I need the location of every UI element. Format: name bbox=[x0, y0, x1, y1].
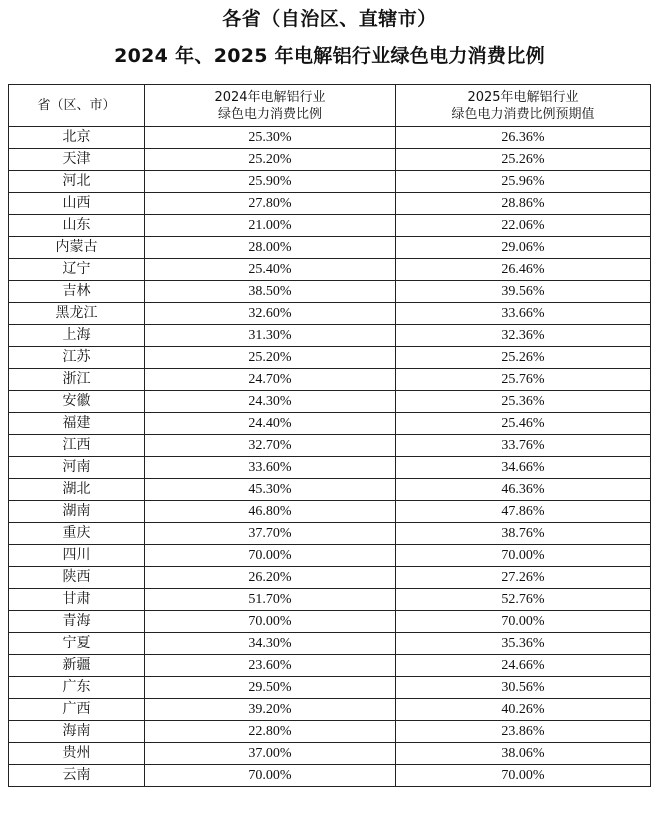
ratio-2025-cell: 28.86% bbox=[396, 193, 651, 215]
province-cell: 广东 bbox=[9, 677, 145, 699]
header-2025-line2: 绿色电力消费比例预期值 bbox=[451, 106, 595, 122]
table-row bbox=[9, 677, 651, 699]
ratio-2024-cell: 51.70% bbox=[145, 589, 396, 611]
province-cell: 江西 bbox=[9, 435, 145, 457]
province-cell: 青海 bbox=[9, 611, 145, 633]
province-cell: 新疆 bbox=[9, 655, 145, 677]
ratio-2025-cell: 24.66% bbox=[396, 655, 651, 677]
ratio-2025-cell: 25.26% bbox=[396, 149, 651, 171]
province-cell: 内蒙古 bbox=[9, 237, 145, 259]
table-row bbox=[9, 479, 651, 501]
table-row bbox=[9, 149, 651, 171]
ratio-2025-cell: 25.96% bbox=[396, 171, 651, 193]
ratio-2024-cell: 33.60% bbox=[145, 457, 396, 479]
ratio-2024-cell: 25.30% bbox=[145, 127, 396, 149]
table-header bbox=[9, 85, 651, 127]
province-cell: 安徽 bbox=[9, 391, 145, 413]
green-power-ratio-table bbox=[8, 84, 651, 787]
ratio-2025-cell: 38.06% bbox=[396, 743, 651, 765]
ratio-2024-cell: 24.40% bbox=[145, 413, 396, 435]
province-cell: 辽宁 bbox=[9, 259, 145, 281]
header-province bbox=[9, 85, 145, 127]
ratio-2024-cell: 28.00% bbox=[145, 237, 396, 259]
ratio-2025-cell: 52.76% bbox=[396, 589, 651, 611]
table-row bbox=[9, 193, 651, 215]
table-row bbox=[9, 589, 651, 611]
table-row bbox=[9, 655, 651, 677]
ratio-2025-cell: 70.00% bbox=[396, 545, 651, 567]
ratio-2024-cell: 39.20% bbox=[145, 699, 396, 721]
table-row bbox=[9, 501, 651, 523]
ratio-2024-cell: 21.00% bbox=[145, 215, 396, 237]
province-cell: 云南 bbox=[9, 765, 145, 787]
ratio-2025-cell: 30.56% bbox=[396, 677, 651, 699]
table-row bbox=[9, 567, 651, 589]
table-row bbox=[9, 127, 651, 149]
table-row bbox=[9, 545, 651, 567]
ratio-2024-cell: 70.00% bbox=[145, 611, 396, 633]
province-cell: 贵州 bbox=[9, 743, 145, 765]
table-row bbox=[9, 435, 651, 457]
table-row bbox=[9, 633, 651, 655]
ratio-2025-cell: 33.76% bbox=[396, 435, 651, 457]
table-row bbox=[9, 325, 651, 347]
ratio-2025-cell: 25.36% bbox=[396, 391, 651, 413]
ratio-2025-cell: 35.36% bbox=[396, 633, 651, 655]
ratio-2025-cell: 22.06% bbox=[396, 215, 651, 237]
province-cell: 四川 bbox=[9, 545, 145, 567]
province-cell: 湖南 bbox=[9, 501, 145, 523]
ratio-2024-cell: 34.30% bbox=[145, 633, 396, 655]
table-row bbox=[9, 765, 651, 787]
ratio-2024-cell: 32.60% bbox=[145, 303, 396, 325]
table-row bbox=[9, 347, 651, 369]
ratio-2024-cell: 24.70% bbox=[145, 369, 396, 391]
province-cell: 浙江 bbox=[9, 369, 145, 391]
province-cell: 河北 bbox=[9, 171, 145, 193]
province-cell: 天津 bbox=[9, 149, 145, 171]
province-cell: 山西 bbox=[9, 193, 145, 215]
table-row bbox=[9, 721, 651, 743]
ratio-2025-cell: 25.76% bbox=[396, 369, 651, 391]
ratio-2024-cell: 23.60% bbox=[145, 655, 396, 677]
table-row bbox=[9, 259, 651, 281]
province-cell: 河南 bbox=[9, 457, 145, 479]
province-cell: 宁夏 bbox=[9, 633, 145, 655]
province-cell: 湖北 bbox=[9, 479, 145, 501]
ratio-2024-cell: 70.00% bbox=[145, 765, 396, 787]
ratio-2025-cell: 29.06% bbox=[396, 237, 651, 259]
ratio-2025-cell: 23.86% bbox=[396, 721, 651, 743]
page-subtitle: 2024 年、2025 年电解铝行业绿色电力消费比例 bbox=[114, 45, 545, 67]
header-row bbox=[9, 85, 651, 127]
province-cell: 黑龙江 bbox=[9, 303, 145, 325]
ratio-2024-cell: 38.50% bbox=[145, 281, 396, 303]
ratio-2024-cell: 25.20% bbox=[145, 149, 396, 171]
ratio-2024-cell: 25.40% bbox=[145, 259, 396, 281]
ratio-2024-cell: 37.70% bbox=[145, 523, 396, 545]
ratio-2024-cell: 25.90% bbox=[145, 171, 396, 193]
table-row bbox=[9, 303, 651, 325]
province-cell: 广西 bbox=[9, 699, 145, 721]
ratio-2025-cell: 32.36% bbox=[396, 325, 651, 347]
table-row bbox=[9, 171, 651, 193]
ratio-2024-cell: 29.50% bbox=[145, 677, 396, 699]
ratio-2024-cell: 26.20% bbox=[145, 567, 396, 589]
header-province-text: 省（区、市） bbox=[37, 98, 116, 113]
table-row bbox=[9, 237, 651, 259]
table-row bbox=[9, 523, 651, 545]
table-row bbox=[9, 281, 651, 303]
ratio-2025-cell: 26.36% bbox=[396, 127, 651, 149]
ratio-2025-cell: 40.26% bbox=[396, 699, 651, 721]
ratio-2024-cell: 22.80% bbox=[145, 721, 396, 743]
province-cell: 江苏 bbox=[9, 347, 145, 369]
province-cell: 陕西 bbox=[9, 567, 145, 589]
ratio-2025-cell: 26.46% bbox=[396, 259, 651, 281]
ratio-2025-cell: 70.00% bbox=[396, 611, 651, 633]
ratio-2025-cell: 25.46% bbox=[396, 413, 651, 435]
table-row bbox=[9, 215, 651, 237]
table-row bbox=[9, 699, 651, 721]
province-cell: 山东 bbox=[9, 215, 145, 237]
table-row bbox=[9, 457, 651, 479]
table-row bbox=[9, 611, 651, 633]
header-2025-expected-ratio bbox=[396, 85, 651, 127]
ratio-2024-cell: 32.70% bbox=[145, 435, 396, 457]
province-cell: 北京 bbox=[9, 127, 145, 149]
ratio-2025-cell: 34.66% bbox=[396, 457, 651, 479]
ratio-2025-cell: 70.00% bbox=[396, 765, 651, 787]
ratio-2025-cell: 25.26% bbox=[396, 347, 651, 369]
ratio-2024-cell: 31.30% bbox=[145, 325, 396, 347]
ratio-2024-cell: 24.30% bbox=[145, 391, 396, 413]
ratio-2025-cell: 33.66% bbox=[396, 303, 651, 325]
header-2024-ratio bbox=[145, 85, 396, 127]
province-cell: 吉林 bbox=[9, 281, 145, 303]
ratio-2024-cell: 45.30% bbox=[145, 479, 396, 501]
ratio-2025-cell: 47.86% bbox=[396, 501, 651, 523]
header-2024-line1: 2024年电解铝行业 bbox=[214, 89, 326, 105]
table-body bbox=[9, 127, 651, 787]
ratio-2024-cell: 25.20% bbox=[145, 347, 396, 369]
table-row bbox=[9, 743, 651, 765]
ratio-2024-cell: 46.80% bbox=[145, 501, 396, 523]
province-cell: 上海 bbox=[9, 325, 145, 347]
province-cell: 福建 bbox=[9, 413, 145, 435]
province-cell: 海南 bbox=[9, 721, 145, 743]
table-row bbox=[9, 413, 651, 435]
ratio-2025-cell: 39.56% bbox=[396, 281, 651, 303]
ratio-2024-cell: 37.00% bbox=[145, 743, 396, 765]
ratio-2025-cell: 27.26% bbox=[396, 567, 651, 589]
ratio-2024-cell: 70.00% bbox=[145, 545, 396, 567]
ratio-2025-cell: 46.36% bbox=[396, 479, 651, 501]
province-cell: 重庆 bbox=[9, 523, 145, 545]
header-2024-line2: 绿色电力消费比例 bbox=[217, 106, 322, 122]
ratio-2025-cell: 38.76% bbox=[396, 523, 651, 545]
page-title: 各省（自治区、直辖市） bbox=[222, 8, 437, 30]
header-2025-line1: 2025年电解铝行业 bbox=[467, 89, 579, 105]
ratio-2024-cell: 27.80% bbox=[145, 193, 396, 215]
province-cell: 甘肃 bbox=[9, 589, 145, 611]
table-row bbox=[9, 369, 651, 391]
table-row bbox=[9, 391, 651, 413]
